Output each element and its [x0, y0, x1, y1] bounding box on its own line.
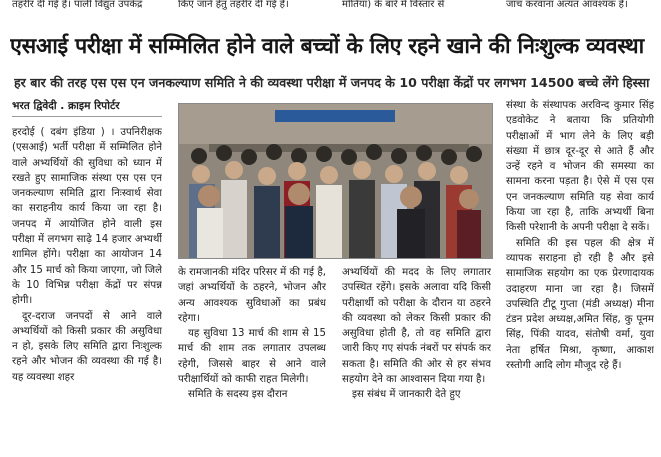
col1-para-1: हरदोई ( दबंग इंडिया ) । उपनिरीक्षक (एसआई) भर्ती परीक्षा में सम्मिलित होने वाले अभ्यर्थियों की सुविधा को ध्यान में रखते हुए सामाजिक संस्था एस एस एन जनकल्याण समिति द्वारा निःस्वार्थ सेवा का सराहनीय कार्य किया जा रहा है। जनपद में आयोजित होने वाली इस परीक्षा में लगभग साढ़े 14 हजार अभ्यर्थी शामिल होंगे। परीक्षा का आयोजन 14 और 15 मार्च को किया जाएगा, जो जिले के 10 विभिन्न परीक्षा केंद्रों पर संपन्न होगी।: [12, 127, 162, 307]
article-subheadline: हर बार की तरह एस एस एन जनकल्याण समिति ने की व्यवस्था परीक्षा में जनपद के 10 परीक्षा केंद्रों पर लगभग 14500 बच्चे लेंगे हिस्सा: [14, 75, 650, 90]
article-column-4: [506, 98, 654, 455]
group-photo-illustration: [179, 104, 492, 258]
col1-para-2: दूर-दराज जनपदों से आने वाले अभ्यर्थियों को किसी प्रकार की असुविधा न हो, इसके लिए समिति द्वारा निःशुल्क रहने और भोजन की व्यवस्था की गई है। यह व्यवस्था शहर: [12, 310, 162, 383]
top-snippet-3: मोतिया) के बारे में विस्तार से: [342, 0, 445, 10]
top-snippet-4: जांच करवाना अत्यंत आवश्यक है।: [506, 0, 628, 10]
top-snippet-2: किए जाने हेतु तहरीर दी गई है।: [178, 0, 289, 10]
col3-para-1: अभ्यर्थियों की मदद के लिए लगातार उपस्थित रहेंगे। इसके अलावा यदि किसी परीक्षार्थी को परीक्षा के दौरान या ठहरने की व्यवस्था को लेकर किसी प्रकार की असुविधा होती है, तो वह समिति द्वारा जारी किए गए संपर्क नंबरों पर संपर्क कर सकता है। समिति की ओर से हर संभव सहयोग देने का आश्वासन दिया गया है।: [342, 267, 491, 386]
article-column-3: [342, 265, 491, 455]
col2-para-3: समिति के सदस्य इस दौरान: [188, 389, 288, 401]
col4-para-2: समिति की इस पहल की क्षेत्र में व्यापक सराहना हो रही है और इसे सामाजिक सहयोग का एक प्रेरणादायक उदाहरण माना जा रहा है। जिसमें उपस्थिति टीटू गुप्ता (मंडी अध्यक्ष) मीना टंडन प्रदेश अध्यक्ष,अमित सिंह, कु पूनम सिंह, पिंकी यादव, संतोषी वर्मा, युवा नेता हर्षित मिश्रा, कृष्णा, आकाश रस्तोगी आदि लोग मौजूद रहे हैं।: [506, 237, 654, 372]
article-column-1: [12, 125, 162, 455]
top-strip: [0, 0, 661, 14]
col2-para-2: यह सुविधा 13 मार्च की शाम से 15 मार्च की शाम तक लगातार उपलब्ध रहेगी, जिससे बाहर से आने वाले परीक्षार्थियों को काफी राहत मिलेगी।: [178, 328, 326, 386]
byline: भरत द्विवेदी . क्राइम रिपोर्टर: [12, 100, 120, 112]
col2-para-1: के रामजानकी मंदिर परिसर में की गई है, जहां अभ्यर्थियों के ठहरने, भोजन और अन्य आवश्यक सुविधाओं का प्रबंध रहेगा।: [178, 267, 326, 324]
col3-para-2: इस संबंध में जानकारी देते हुए: [352, 389, 461, 401]
col4-para-1: संस्था के संस्थापक अरविन्द कुमार सिंह एडवोकेट ने बताया कि प्रतियोगी परीक्षाओं में भाग लेने के लिए बड़ी संख्या में छात्र दूर-दूर से आते हैं और उन्हें रहने व भोजन की समस्या का सामना करना पड़ता है। ऐसे में एस एस एन जनकल्याण समिति यह सेवा कार्य किया जा रहा है, ताकि अभ्यर्थी बिना किसी परेशानी के अपनी परीक्षा दे सकें।: [506, 100, 654, 234]
byline-divider: [12, 116, 162, 117]
top-snippet-1: तहरीर दी गई है। पाली विद्युत उपकेंद्र: [12, 0, 143, 10]
article-photo: [178, 103, 493, 259]
article-headline: एसआई परीक्षा में सम्मिलित होने वाले बच्चों के लिए रहने खाने की निःशुल्क व्यवस्था: [10, 34, 644, 59]
article-column-2: [178, 265, 326, 455]
